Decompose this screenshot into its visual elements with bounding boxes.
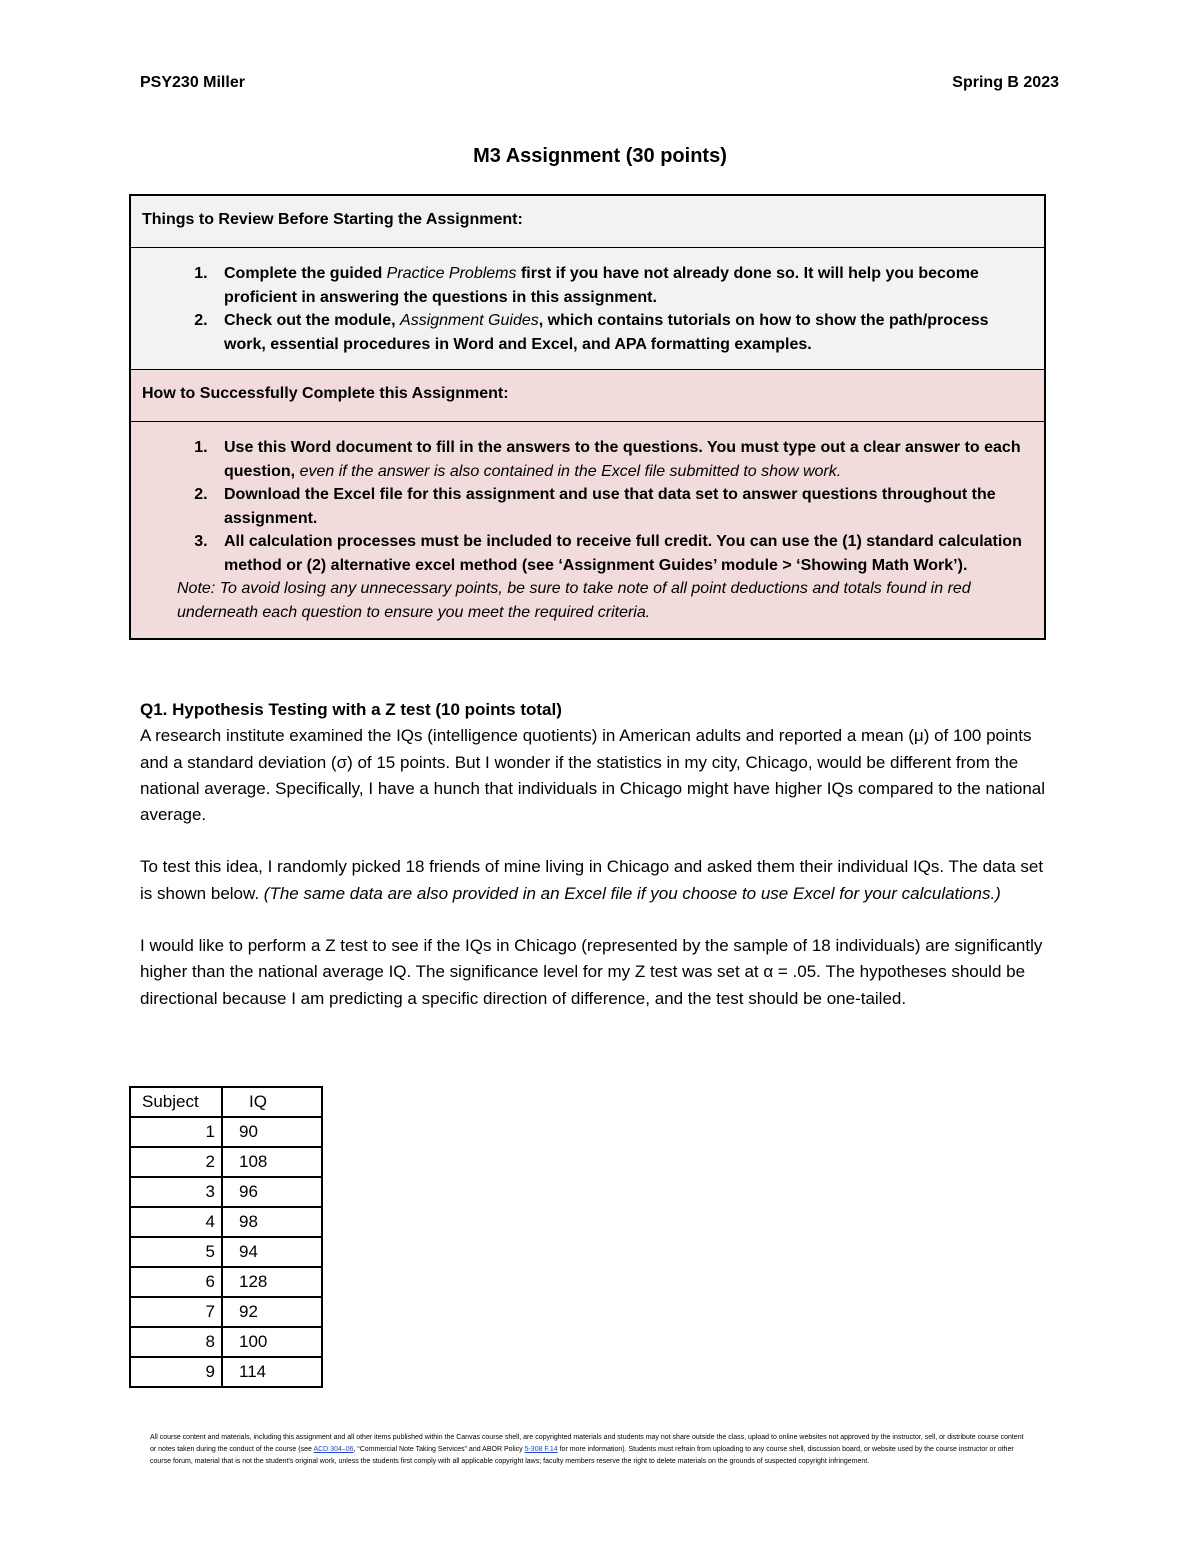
iq-cell: 114 (222, 1357, 322, 1387)
table-row (130, 1267, 322, 1297)
howto-note: Note: To avoid losing any unnecessary points, be sure to take note of all point deductions and totals found in red underneath each question to ensure you meet the required criteria. (177, 580, 971, 621)
howto-heading: How to Successfully Complete this Assignment: (131, 370, 1044, 422)
subject-cell: 1 (130, 1117, 222, 1147)
table-row (130, 1237, 322, 1267)
header-course: PSY230 Miller (140, 74, 245, 91)
subject-cell: 6 (130, 1267, 222, 1297)
table-header-row (130, 1087, 322, 1117)
question-1-title: Q1. Hypothesis Testing with a Z test (10 points total) (140, 700, 562, 719)
copyright-footer: All course content and materials, including this assignment and all other items published within the Canvas course shell, are copyrighted materials and students may not share outside the class, upload to online websites not approved by the instructor, sell, or distribute course content or notes taken during the conduct of the course (see ACD 304–06, “Commercial Note Taking Services” and ABOR Policy 5-308 F.14 for more information). Students must refrain from uploading to any course shell, discussion board, or website used by the course instructor or other course forum, material that is not the student's original work, unless the students first comply with all applicable copyright laws; faculty members reserve the right to delete materials on the grounds of suspected copyright infringement. (150, 1434, 1024, 1465)
review-body (131, 248, 1044, 370)
subject-cell: 5 (130, 1237, 222, 1267)
header-term: Spring B 2023 (952, 74, 1059, 91)
table-row (130, 1207, 322, 1237)
iq-cell: 94 (222, 1237, 322, 1267)
iq-cell: 98 (222, 1207, 322, 1237)
iq-cell: 96 (222, 1177, 322, 1207)
iq-cell: 100 (222, 1327, 322, 1357)
column-header-subject: Subject (130, 1087, 222, 1117)
review-heading: Things to Review Before Starting the Assignment: (131, 196, 1044, 248)
subject-cell: 9 (130, 1357, 222, 1387)
question-1 (140, 697, 1050, 1038)
page-title: M3 Assignment (30 points) (473, 145, 727, 167)
abor-policy-link[interactable]: 5-308 F.14 (524, 1446, 558, 1453)
howto-item-2: 2. Download the Excel file for this assignment and use that data set to answer questions throughout the assignment. (212, 483, 1033, 530)
iq-data-table (129, 1086, 323, 1388)
table-row (130, 1177, 322, 1207)
iq-cell: 108 (222, 1147, 322, 1177)
iq-cell: 92 (222, 1297, 322, 1327)
subject-cell: 2 (130, 1147, 222, 1177)
howto-body (131, 422, 1044, 638)
howto-list (142, 436, 1033, 577)
question-1-paragraph-1: A research institute examined the IQs (intelligence quotients) in American adults and reported a mean (μ) of 100 points and a standard deviation (σ) of 15 points. But I wonder if the statistics in my city, Chicago, would be different from the national average. Specifically, I have a hunch that individuals in Chicago might have higher IQs compared to the national average. (140, 726, 1046, 825)
table-row (130, 1327, 322, 1357)
table-row (130, 1117, 322, 1147)
review-list (142, 262, 1033, 356)
review-item-1: 1. Complete the guided Practice Problems first if you have not already done so. It will help you become proficient in answering the questions in this assignment. (212, 262, 1033, 309)
subject-cell: 8 (130, 1327, 222, 1357)
table-row (130, 1147, 322, 1177)
question-1-paragraph-3: I would like to perform a Z test to see if the IQs in Chicago (represented by the sample of 18 individuals) are significantly higher than the national average IQ. The significance level for my Z test was set at α = .05. The hypotheses should be directional because I am predicting a specific direction of difference, and the test should be one-tailed. (140, 936, 1043, 1008)
subject-cell: 7 (130, 1297, 222, 1327)
iq-cell: 90 (222, 1117, 322, 1147)
howto-item-3: 3. All calculation processes must be included to receive full credit. You can use the (1) standard calculation method or (2) alternative excel method (see ‘Assignment Guides’ module > ‘Showing Math Work’). (212, 530, 1033, 577)
question-1-paragraph-2: To test this idea, I randomly picked 18 friends of mine living in Chicago and asked them their individual IQs. The data set is shown below. (The same data are also provided in an Excel file if you choose to use Excel for your calculations.) (140, 857, 1044, 903)
review-item-2: 2. Check out the module, Assignment Guides, which contains tutorials on how to show the path/process work, essential procedures in Word and Excel, and APA formatting examples. (212, 309, 1033, 356)
howto-item-1: 1. Use this Word document to fill in the answers to the questions. You must type out a clear answer to each question, even if the answer is also contained in the Excel file submitted to show work. (212, 436, 1033, 483)
iq-cell: 128 (222, 1267, 322, 1297)
subject-cell: 3 (130, 1177, 222, 1207)
column-header-iq: IQ (222, 1087, 322, 1117)
subject-cell: 4 (130, 1207, 222, 1237)
table-row (130, 1297, 322, 1327)
table-row (130, 1357, 322, 1387)
acd-policy-link[interactable]: ACD 304–06 (313, 1446, 354, 1453)
instructions-box (129, 194, 1046, 640)
